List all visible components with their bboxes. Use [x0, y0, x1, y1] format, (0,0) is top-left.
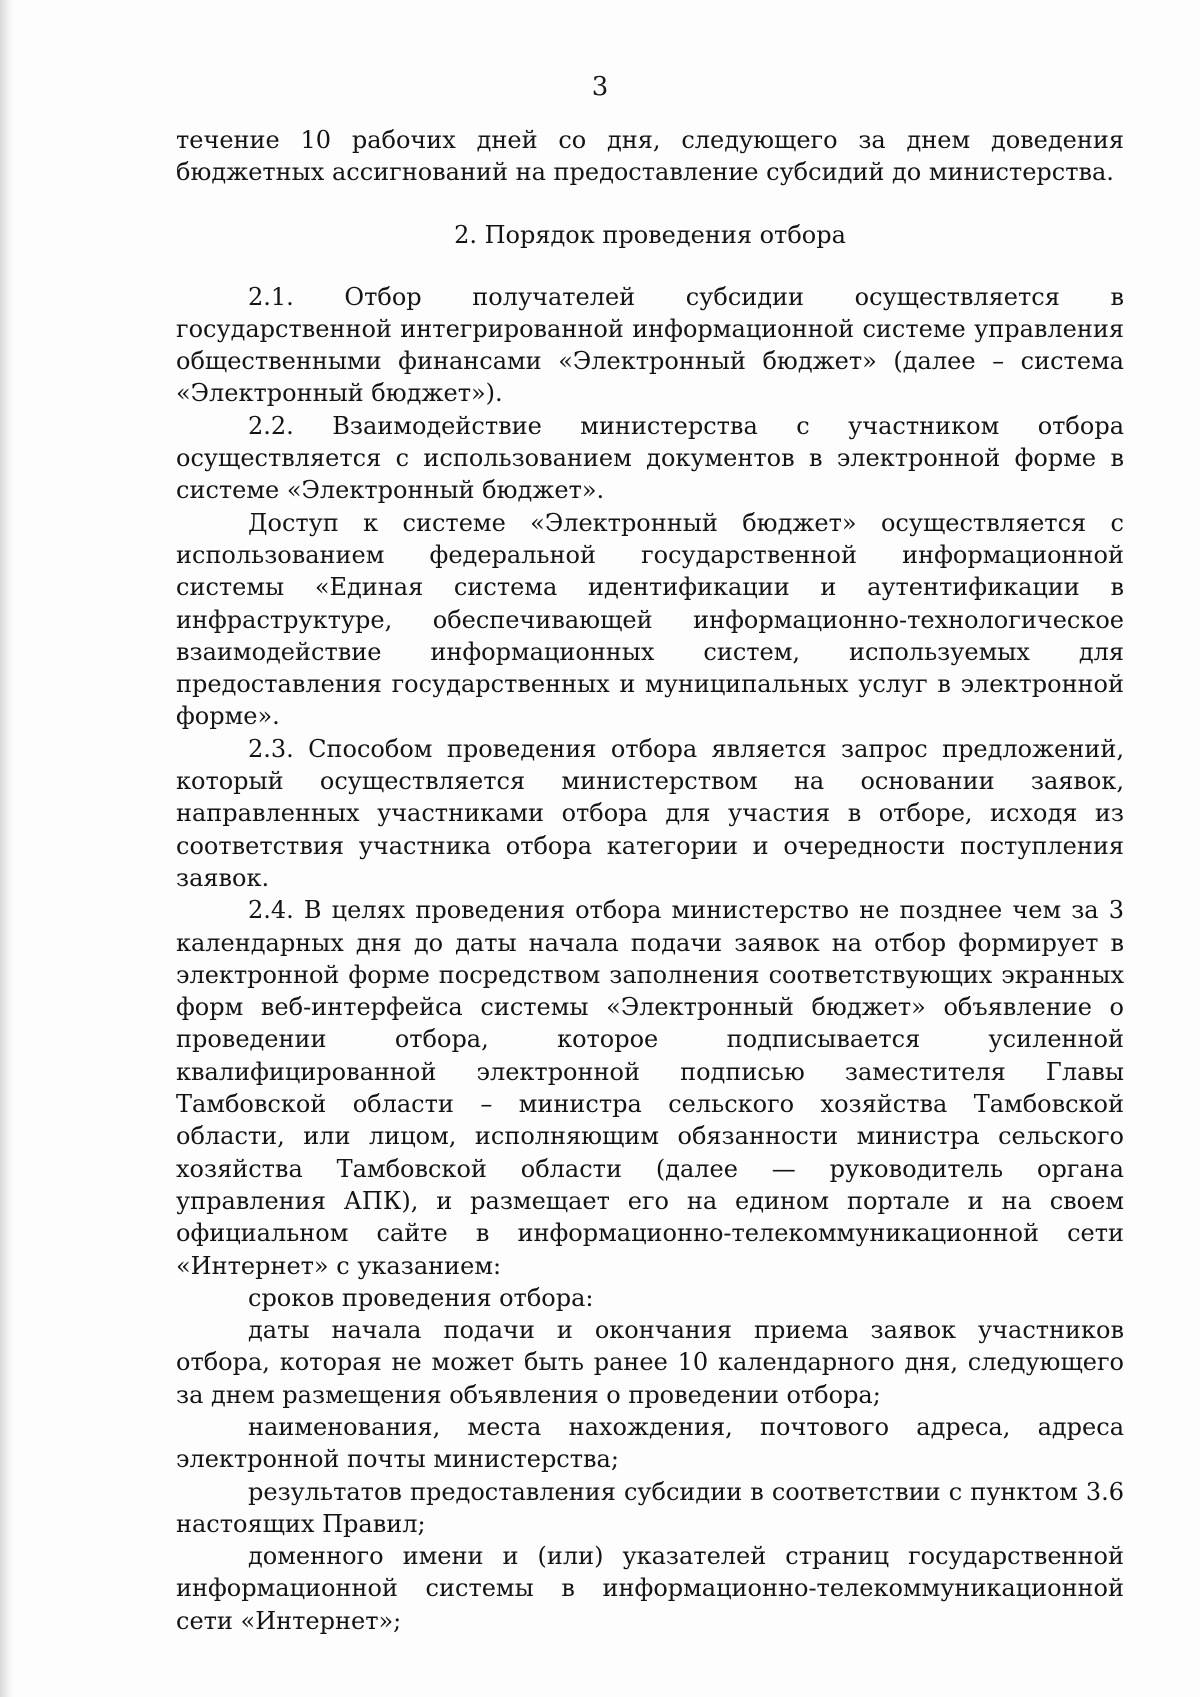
page-number: 3: [591, 72, 609, 102]
list-item-results: результатов предоставления субсидии в соответствии с пунктом 3.6 настоящих Правил;: [176, 1477, 1124, 1538]
paragraph-2-1: 2.1. Отбор получателей субсидии осуществляется в государственной интегрированной информационной системе управления общественными финансами «Электронный бюджет» (далее – система «Электронный бюджет»).: [176, 282, 1124, 408]
paragraph-2-3: 2.3. Способом проведения отбора является запрос предложений, который осуществляется министерством на основании заявок, направленных участниками отбора для участия в отборе, исходя из соответствия участника отбора категории и очередности поступления заявок.: [176, 734, 1124, 892]
list-item-domain: доменного имени и (или) указателей страниц государственной информационной системы в информационно-телекоммуникационной сети «Интернет»;: [176, 1542, 1124, 1635]
section-title: 2. Порядок проведения отбора: [454, 220, 846, 249]
list-item-address: наименования, места нахождения, почтового адреса, адреса электронной почты министерства;: [176, 1412, 1124, 1474]
paragraph-2-4: 2.4. В целях проведения отбора министерство не позднее чем за 3 календарных дня до даты начала подачи заявок на отбор формирует в электронной форме посредством заполнения соответствующих экранных форм веб-интерфейса системы «Электронный бюджет» объявление о проведении отбора, которое подписывается усиленной квалифицированной электронной подписью заместителя Главы Тамбовской области – министра сельского хозяйства Тамбовской области, или лицом, исполняющим обязанности министра сельского хозяйства Тамбовской области (далее — руководитель органа управления АПК), и размещает его на едином портале и на своем официальном сайте в информационно-телекоммуникационной сети «Интернет» с указанием:: [176, 896, 1124, 1280]
paragraph-access: Доступ к системе «Электронный бюджет» осуществляется с использованием федеральной государственной информационной системы «Единая система идентификации и аутентификации в инфраструктуре, обеспечивающей информационно-технологическое взаимодействие информационных систем, используемых для предоставления государственных и муниципальных услуг в электронной форме».: [176, 508, 1124, 731]
document-body: [176, 124, 1124, 1637]
scan-edge-shadow: [0, 0, 14, 1697]
paragraph-continuation: течение 10 рабочих дней со дня, следующего за днем доведения бюджетных ассигнований на предоставление субсидий до министерства.: [176, 126, 1124, 187]
paragraph-2-2: 2.2. Взаимодействие министерства с участником отбора осуществляется с использованием документов в электронной форме в системе «Электронный бюджет».: [176, 411, 1124, 505]
list-item-dates: даты начала подачи и окончания приема заявок участников отбора, которая не может быть ранее 10 календарного дня, следующего за днем размещения объявления о проведении отбора;: [176, 1316, 1124, 1409]
list-item-terms: сроков проведения отбора:: [248, 1283, 594, 1312]
